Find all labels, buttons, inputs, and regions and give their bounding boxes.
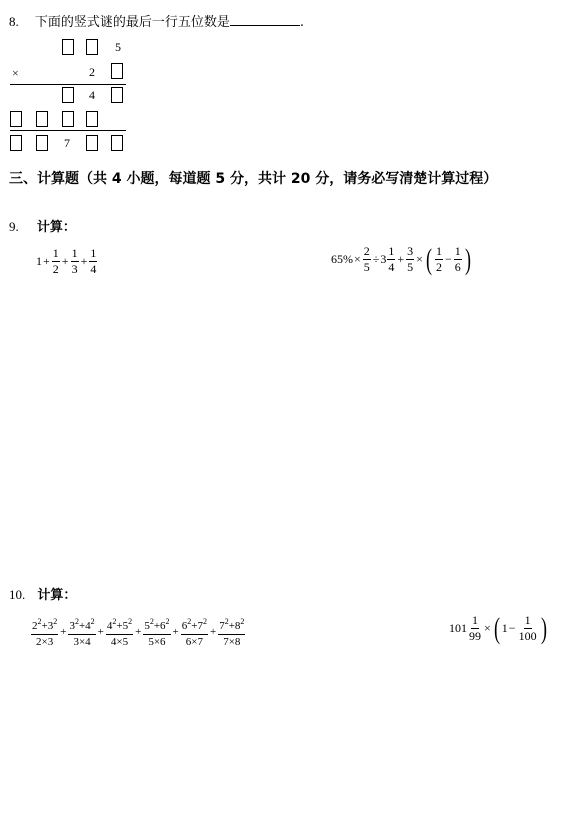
answer-space-q9[interactable]: [9, 290, 549, 570]
q10-expression-a: [30, 614, 246, 650]
question-label: 计算：: [37, 588, 77, 603]
question-text: 下面的竖式谜的最后一行五位数是: [34, 15, 230, 30]
question-number: 9.: [9, 219, 19, 234]
numerator: $4^2+5^2$: [106, 614, 133, 635]
divide-sign: ÷: [372, 252, 380, 266]
plus-sign: +: [80, 254, 88, 268]
fraction: $\frac{1}{99}$: [469, 613, 481, 643]
digit: 4: [89, 88, 95, 102]
right-paren: ): [464, 242, 471, 276]
minus-sign: −: [444, 252, 452, 266]
digit: 5: [115, 40, 121, 54]
plus-sign: +: [60, 626, 67, 638]
fraction: [106, 614, 133, 650]
numerator: $6^2+7^2$: [181, 614, 208, 635]
digit-box[interactable]: [36, 111, 48, 127]
plus-sign: +: [97, 626, 104, 638]
denominator: 7×8: [223, 636, 241, 648]
numerator: $7^2+8^2$: [218, 614, 245, 635]
digit-box[interactable]: [111, 87, 123, 103]
plus-sign: +: [209, 626, 217, 638]
times-sign: ×: [12, 66, 19, 80]
digit-box[interactable]: [86, 135, 98, 151]
digit-box[interactable]: [36, 135, 48, 151]
fraction: $\frac{1}{2}$: [52, 246, 59, 276]
mixed-whole: 3: [380, 252, 387, 266]
numerator: $5^2+6^2$: [143, 614, 170, 635]
question-number: 10.: [9, 587, 26, 602]
number: 1: [501, 621, 508, 635]
times-sign: ×: [484, 621, 491, 635]
plus-sign: +: [397, 252, 405, 266]
fraction: [181, 614, 208, 650]
left-paren: (: [425, 242, 432, 276]
minus-sign: −: [508, 621, 516, 635]
question-10: [9, 584, 76, 603]
denominator: 4×5: [110, 636, 129, 648]
q9-expression-a: [36, 246, 98, 277]
denominator: 3×4: [73, 636, 91, 648]
digit: 2: [89, 65, 95, 79]
q9-expression-b: [331, 244, 473, 275]
mixed-whole: 101: [449, 621, 467, 635]
question-number: 8.: [9, 14, 19, 29]
fraction: [143, 614, 170, 650]
plus-sign: +: [43, 254, 50, 268]
question-label: 计算：: [36, 220, 76, 235]
fraction: [68, 614, 95, 650]
plus-sign: +: [135, 626, 142, 638]
plus-sign: +: [61, 254, 69, 268]
rule-line: [10, 84, 126, 85]
fraction: $\frac{1}{3}$: [71, 246, 78, 276]
times-sign: ×: [416, 252, 423, 266]
q10-expression-b: [449, 613, 549, 644]
fraction: $\frac{3}{5}$: [407, 244, 414, 274]
answer-blank[interactable]: [230, 14, 300, 26]
digit-box[interactable]: [62, 111, 74, 127]
fraction: [218, 614, 245, 650]
left-paren: (: [493, 611, 500, 645]
fraction: $\frac{1}{4}$: [388, 244, 395, 274]
fraction: $\frac{1}{4}$: [90, 246, 97, 276]
numerator: $3^2+4^2$: [68, 614, 95, 635]
plus-sign: +: [172, 626, 179, 638]
digit-box[interactable]: [62, 39, 74, 55]
digit-box[interactable]: [111, 135, 123, 151]
fraction: [31, 614, 58, 650]
digit-box[interactable]: [62, 87, 74, 103]
question-9: [9, 216, 76, 235]
fraction: $\frac{1}{100}$: [518, 613, 537, 643]
digit-box[interactable]: [10, 135, 22, 151]
numerator: $2^2+3^2$: [31, 614, 58, 635]
times-sign: ×: [354, 252, 361, 266]
question-8: [9, 11, 304, 30]
fraction: $\frac{2}{5}$: [363, 244, 370, 274]
number: 1: [36, 254, 42, 268]
digit-box[interactable]: [86, 111, 98, 127]
rule-line: [10, 130, 126, 131]
answer-space-q10[interactable]: [9, 660, 549, 810]
section-heading: 三、计算题（共 4 小题，每道题 5 分，共计 20 分，请务必写清楚计算过程）: [9, 171, 498, 187]
denominator: 5×6: [148, 636, 166, 648]
percent: 65%: [331, 252, 353, 266]
digit-box[interactable]: [10, 111, 22, 127]
denominator: 2×3: [36, 636, 54, 648]
fraction: $\frac{1}{6}$: [454, 244, 461, 274]
digit-box[interactable]: [86, 39, 98, 55]
digit: 7: [64, 136, 70, 150]
question-end: .: [299, 15, 305, 30]
fraction: $\frac{1}{2}$: [435, 244, 442, 274]
denominator: 6×7: [185, 636, 203, 648]
right-paren: ): [540, 611, 547, 645]
digit-box[interactable]: [111, 63, 123, 79]
